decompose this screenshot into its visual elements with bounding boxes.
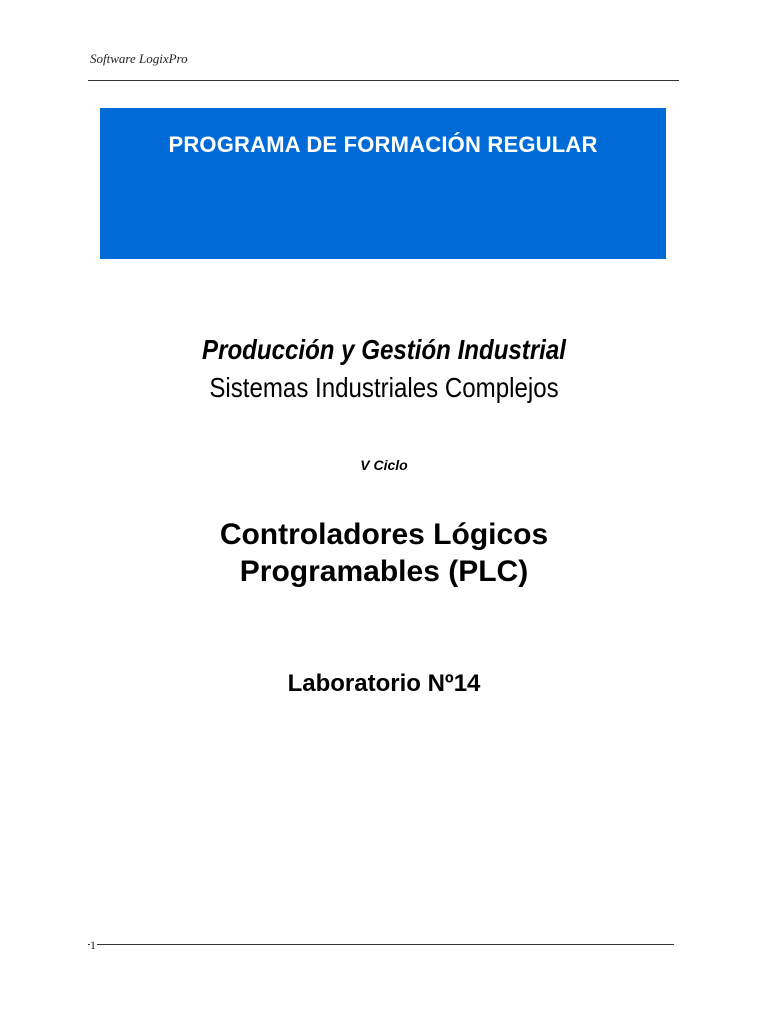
title-banner: [100, 108, 666, 259]
page-number: 1: [90, 938, 96, 952]
course-title: [0, 516, 768, 590]
course-title-line-1: Controladores Lógicos: [219, 518, 549, 551]
header-divider: [88, 80, 679, 81]
program-name: Producción y Gestión Industrial: [202, 334, 566, 365]
footer-divider: [88, 944, 674, 945]
banner-title: PROGRAMA DE FORMACIÓN REGULAR: [168, 132, 598, 157]
course-title-line-2: Programables (PLC): [239, 555, 529, 588]
page-header: Software LogixPro: [90, 51, 188, 66]
specialty-name: Sistemas Industriales Complejos: [209, 372, 559, 403]
cycle-label: V Ciclo: [360, 457, 408, 473]
lab-title: Laboratorio Nº14: [287, 670, 481, 697]
